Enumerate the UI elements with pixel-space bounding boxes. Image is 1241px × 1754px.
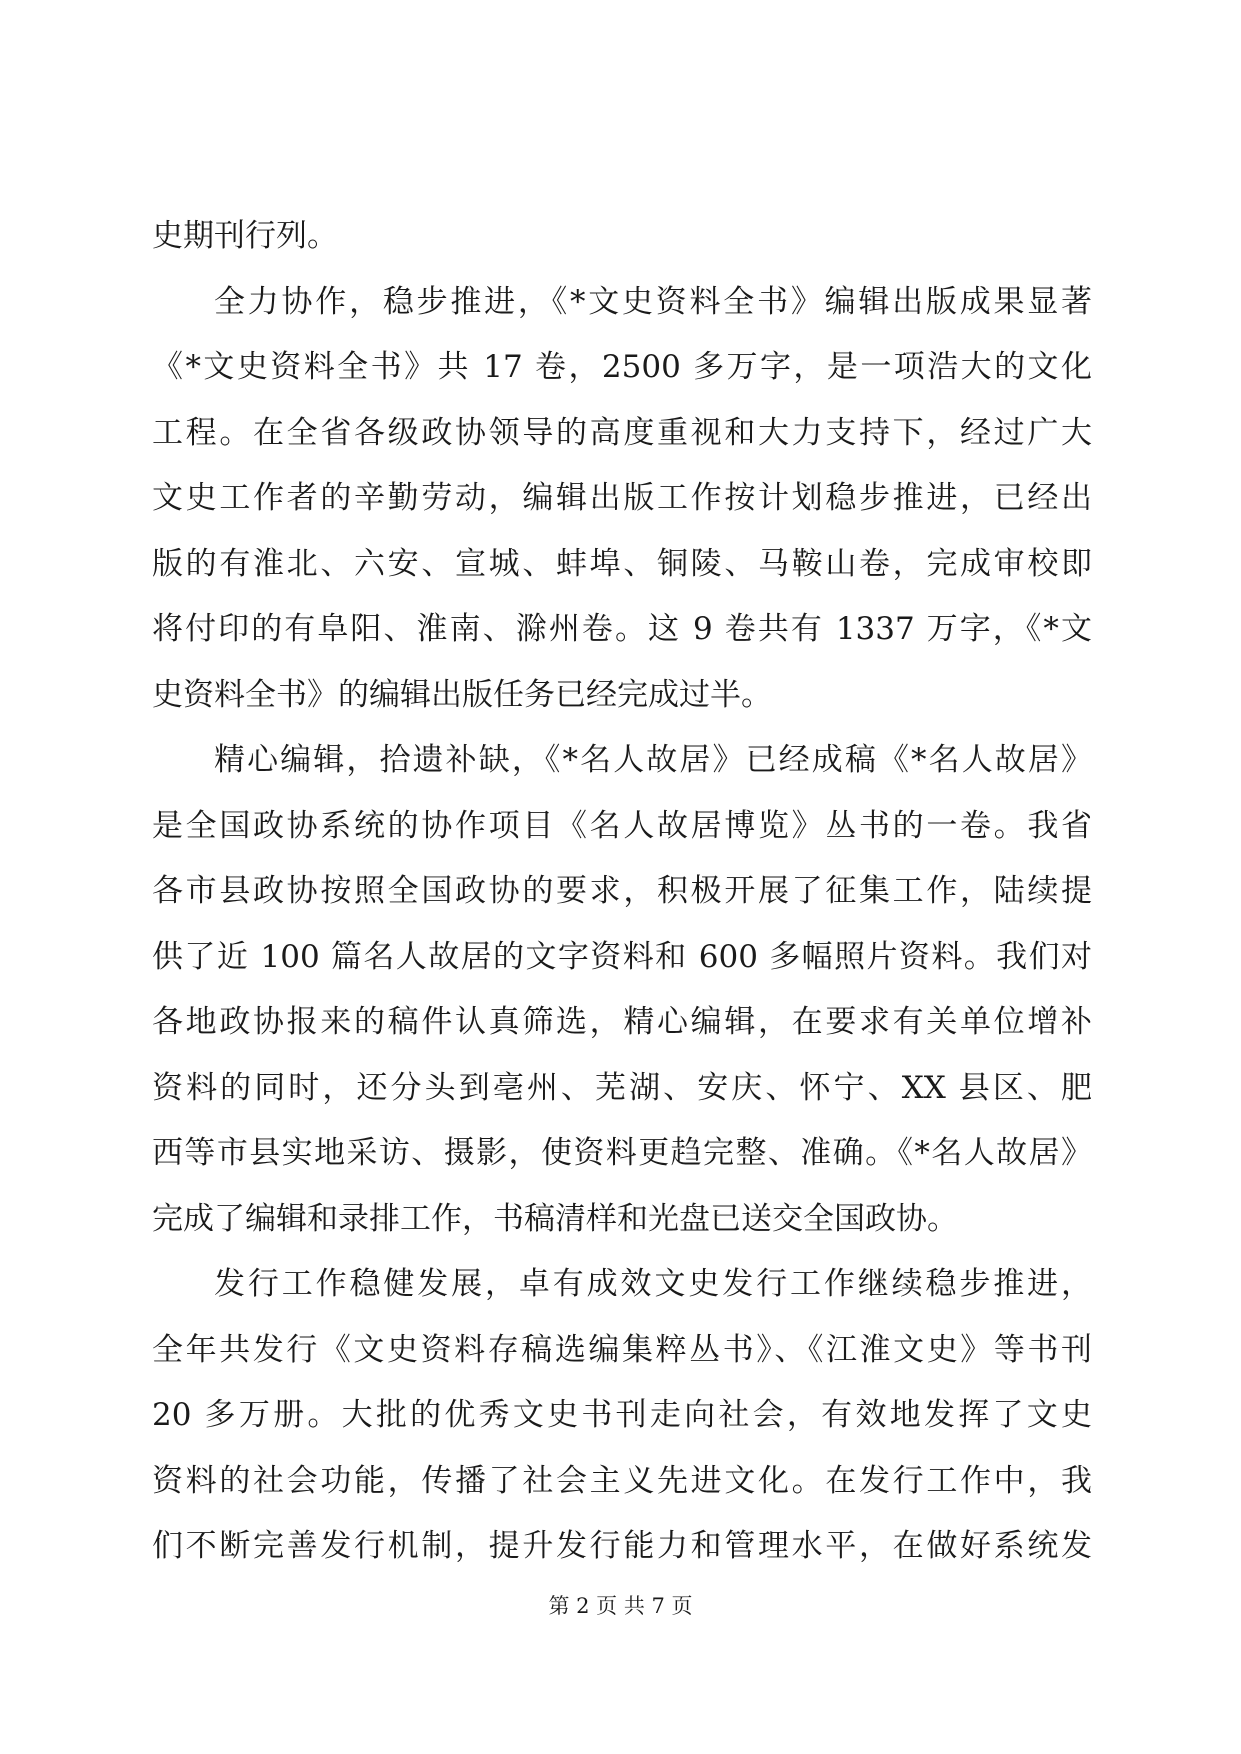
text-line: 全年共发行《文史资料存稿选编集粹丛书》、《江淮文史》等书刊 — [152, 1331, 1092, 1368]
page-number-footer: 第 2 页 共 7 页 — [548, 1594, 693, 1618]
text-line: 史资料全书》的编辑出版任务已经完成过半。 — [152, 676, 772, 713]
text-line: 文史工作者的辛勤劳动，编辑出版工作按计划稳步推进，已经出 — [152, 480, 1092, 516]
text-line: 是全国政协系统的协作项目《名人故居博览》丛书的一卷。我省 — [152, 807, 1092, 844]
text-line: 全力协作，稳步推进，《*文史资料全书》编辑出版成果显著 — [214, 283, 1092, 320]
text-line: 版的有淮北、六安、宣城、蚌埠、铜陵、马鞍山卷，完成审校即 — [152, 545, 1092, 582]
text-line: 供了近 100 篇名人故居的文字资料和 600 多幅照片资料。我们对 — [152, 938, 1092, 975]
text-line: 20 多万册。大批的优秀文史书刊走向社会，有效地发挥了文史 — [152, 1397, 1092, 1433]
document-body — [152, 204, 1092, 1580]
text-line: 西等市县实地采访、摄影，使资料更趋完整、准确。《*名人故居》 — [152, 1135, 1092, 1171]
text-line: 史期刊行列。 — [152, 218, 338, 254]
text-line: 工程。在全省各级政协领导的高度重视和大力支持下，经过广大 — [152, 414, 1092, 451]
text-line: 《*文史资料全书》共 17 卷，2500 多万字，是一项浩大的文化 — [152, 349, 1092, 385]
text-line: 资料的社会功能，传播了社会主义先进文化。在发行工作中，我 — [152, 1462, 1092, 1499]
text-line: 各地政协报来的稿件认真筛选，精心编辑，在要求有关单位增补 — [152, 1004, 1092, 1040]
text-line: 完成了编辑和录排工作，书稿清样和光盘已送交全国政协。 — [152, 1200, 958, 1237]
text-line: 将付印的有阜阳、淮南、滁州卷。这 9 卷共有 1337 万字，《*文 — [152, 611, 1092, 647]
text-line: 们不断完善发行机制，提升发行能力和管理水平，在做好系统发 — [152, 1528, 1092, 1564]
text-line: 精心编辑，拾遗补缺，《*名人故居》已经成稿《*名人故居》 — [214, 742, 1092, 778]
text-line: 各市县政协按照全国政协的要求，积极开展了征集工作，陆续提 — [152, 873, 1092, 909]
text-line: 发行工作稳健发展，卓有成效文史发行工作继续稳步推进， — [214, 1266, 1092, 1302]
text-line: 资料的同时，还分头到亳州、芜湖、安庆、怀宁、XX 县区、肥 — [152, 1069, 1092, 1106]
